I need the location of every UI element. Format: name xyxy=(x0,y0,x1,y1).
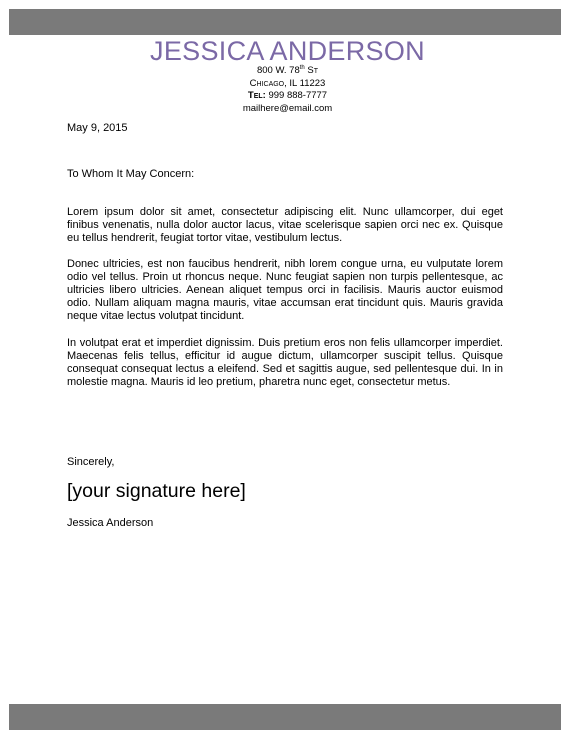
body-paragraph-2: Donec ultricies, est non faucibus hendrerit, nibh lorem congue urna, eu vulputate lorem odio vel tellus. Proin ut rhoncus neque. Nunc feugiat sapien non turpis pellentesque, ac ultricies libero ultricies. Aenean aliquet tempus orci in facilisis. Mauris auctor euismod odio. Nullam aliquam magna mauris, vitae accumsan erat tincidunt quis. Mauris gravida neque vitae lectus volutpat tincidunt. xyxy=(67,258,503,322)
street-address xyxy=(5,65,570,78)
street-address-suffix: th xyxy=(299,64,305,71)
telephone-label: Tel: xyxy=(247,90,266,101)
letter-date: May 9, 2015 xyxy=(67,122,128,134)
city-line: Chicago, IL 11223 xyxy=(249,77,326,89)
top-decorative-band xyxy=(9,9,561,35)
body-paragraph-3: In volutpat erat et imperdiet dignissim. Duis pretium eros non felis ullamcorper imperdiet. Maecenas felis tellus, efficitur id augue dictum, ullamcorper suscipit tellus. Quisque consequat consequat lectus a eleifend. Sed et sagittis augue, sed pellentesque dui. In in molestie magna. Mauris id leo pretium, pharetra nunc eget, consectetur metus. xyxy=(67,337,503,388)
signer-name: Jessica Anderson xyxy=(67,517,154,529)
letterhead xyxy=(0,37,570,115)
street-address-end: St xyxy=(304,65,319,76)
bottom-decorative-band xyxy=(9,704,561,730)
telephone-number: 999 888-7777 xyxy=(268,90,328,101)
email-address: mailhere@email.com xyxy=(242,102,333,114)
telephone-line xyxy=(5,90,570,103)
salutation: To Whom It May Concern: xyxy=(67,168,195,180)
closing: Sincerely, xyxy=(67,456,115,468)
street-address-main: 800 W. 78 xyxy=(256,65,300,76)
signature-placeholder: [your signature here] xyxy=(67,480,246,502)
sender-name: JESSICA ANDERSON xyxy=(150,36,425,66)
body-paragraph-1: Lorem ipsum dolor sit amet, consectetur adipiscing elit. Nunc ullamcorper, dui eget finibus venenatis, nulla dolor auctor lacus, vitae scelerisque sapien orci nec ex. Quisque eu tellus hendrerit, feugiat tortor vitae, vestibulum lectus. xyxy=(67,206,503,244)
